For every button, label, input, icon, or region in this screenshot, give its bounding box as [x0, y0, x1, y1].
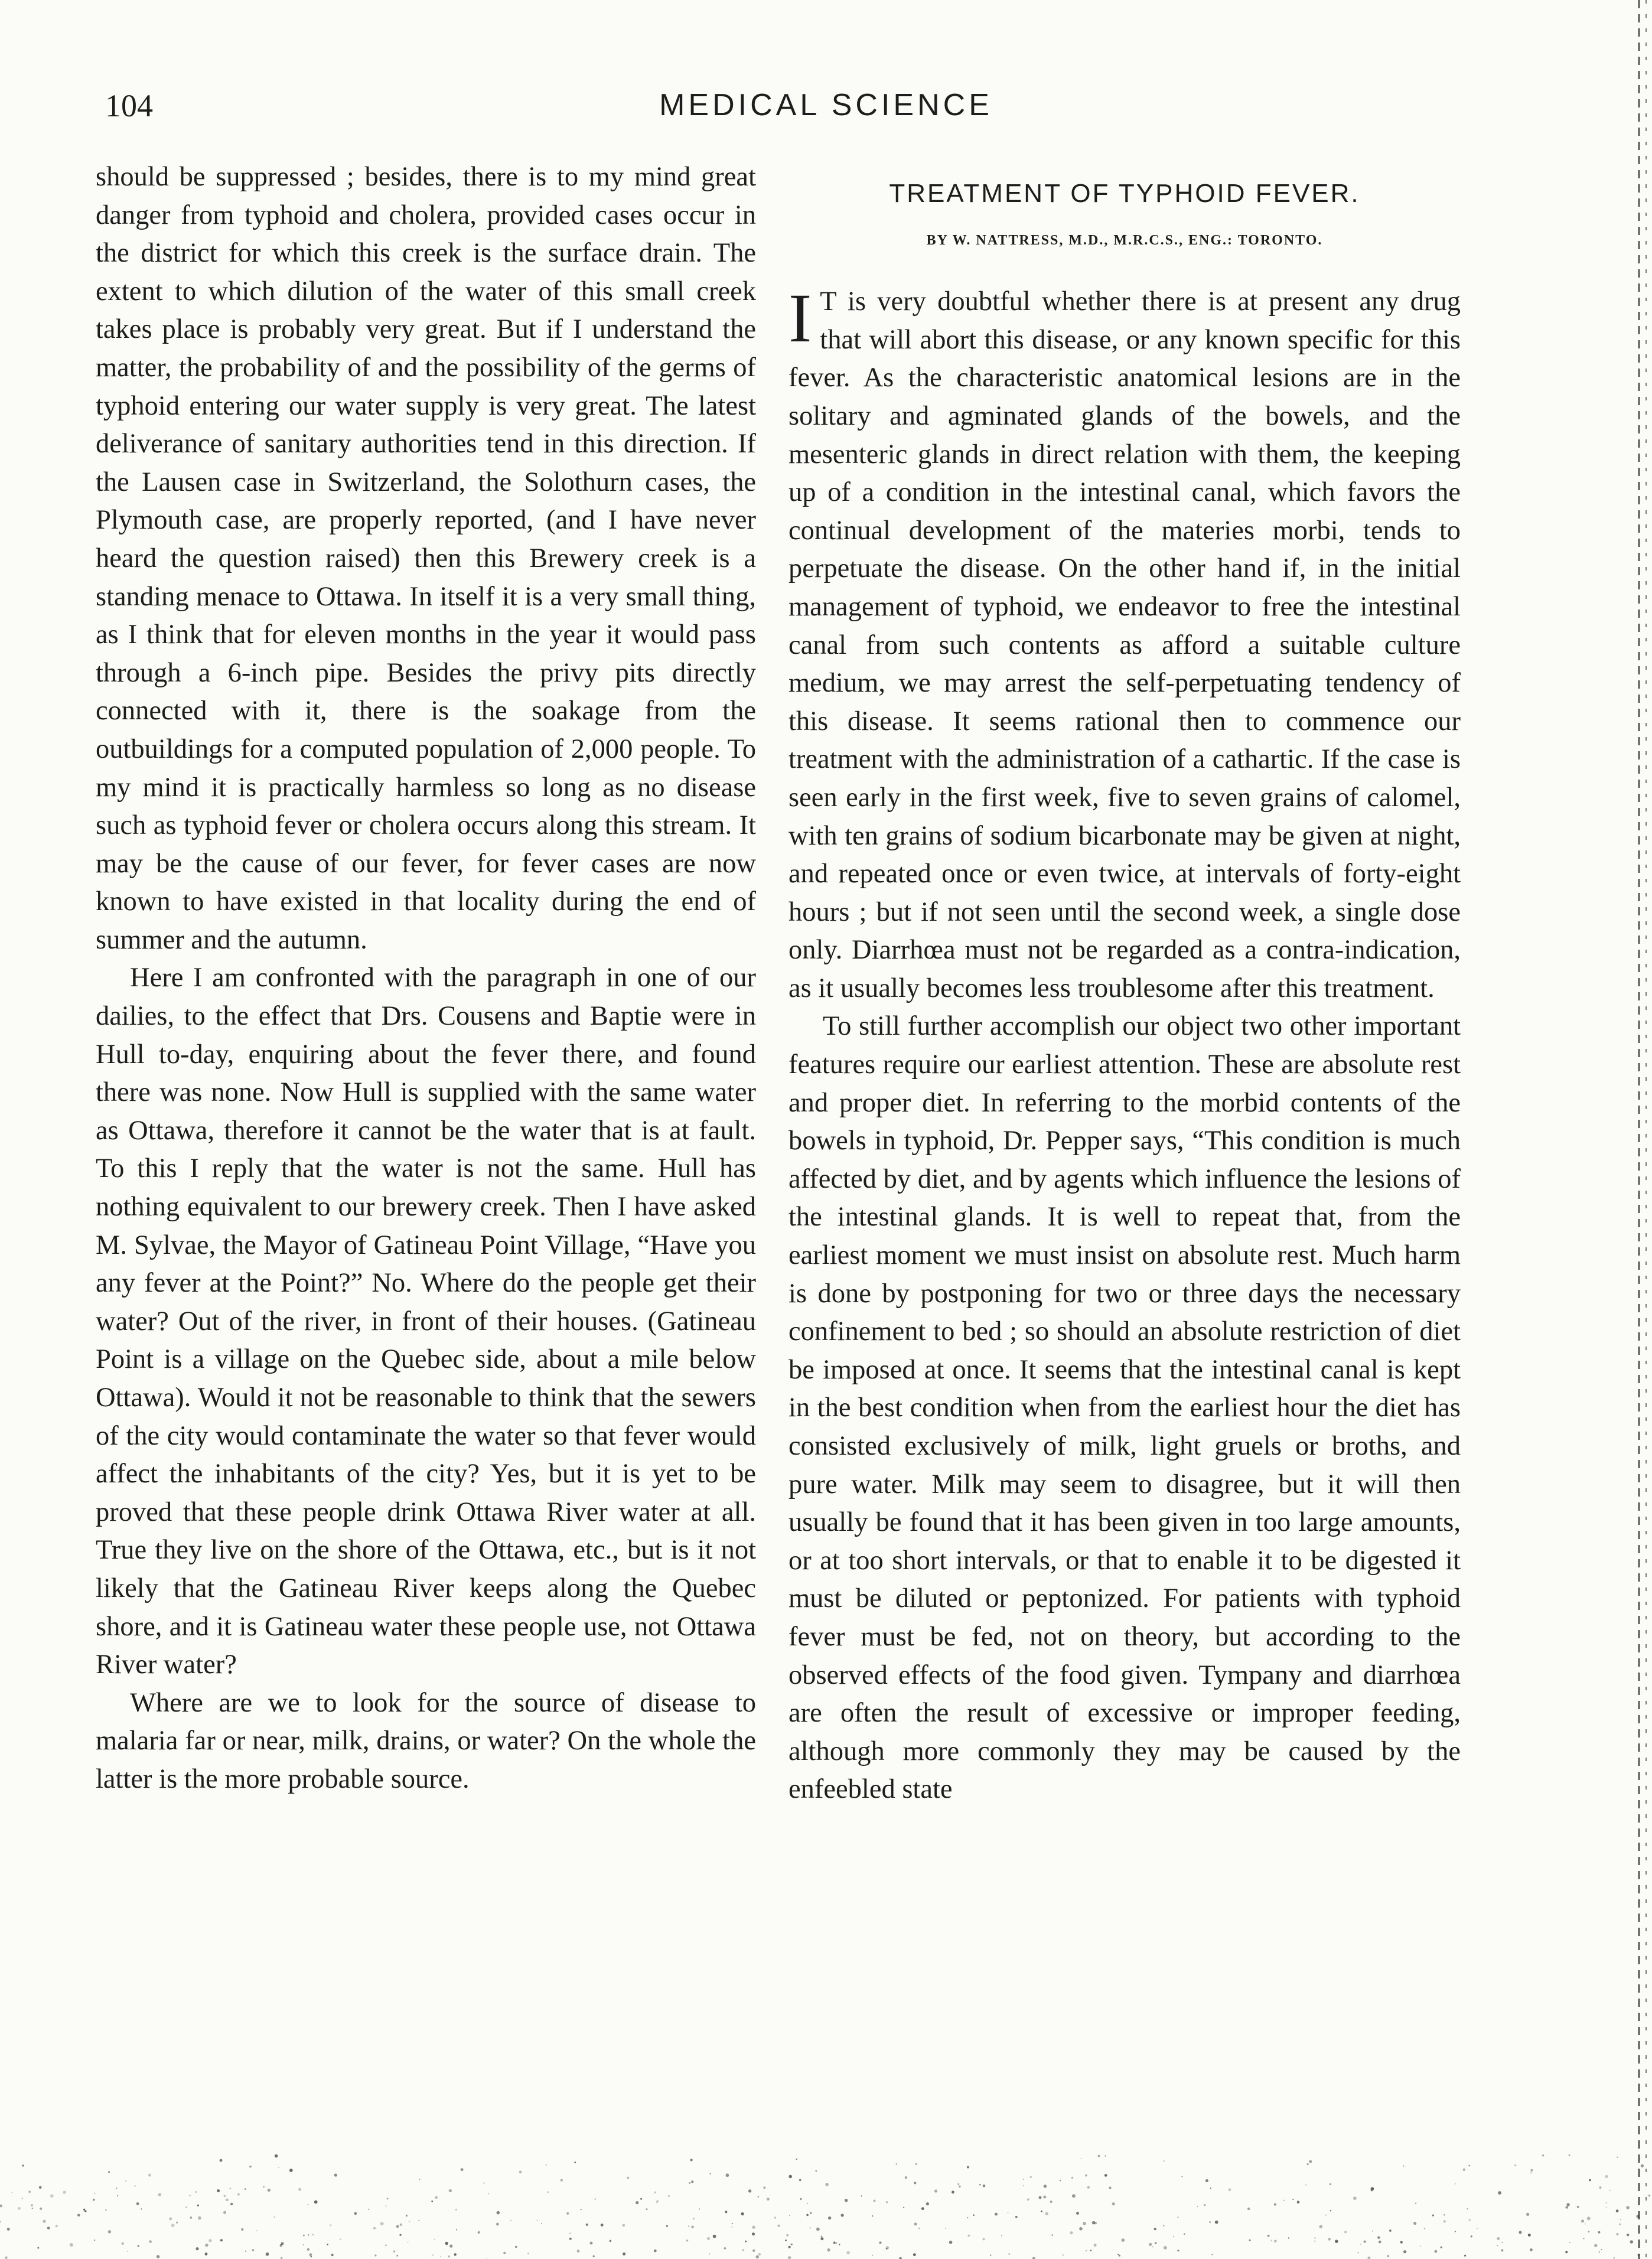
scan-noise-speckle — [0, 2117, 1652, 2259]
paragraph: To still further accomplish our object two other important features require our earliest attention. These are absolute rest and proper diet. In referring to the morbid contents of the bowels in typhoid, Dr. Pepper says, “This condition is much affected by diet, and by agents which influence the lesions of the intestinal glands. It is well to repeat that, from the earliest moment we must insist on absolute rest. Much harm is done by postponing for two or three days the necessary confinement to bed ; so should an absolute restriction of diet be imposed at once. It seems that the intestinal canal is kept in the best condition when from the earliest hour the diet has consisted exclusively of milk, light gruels or broths, and pure water. Milk may seem to disagree, but it will then usually be found that it has been given in too large amounts, or at too short intervals, or that to enable it to be digested it must be diluted or peptonized. For patients with typhoid fever must be fed, not on theory, but according to the observed effects of the food given. Tympany and diarrhœa are often the result of excessive or improper feeding, although more commonly they may be caused by the enfeebled state — [788, 1011, 1461, 1805]
page-number: 104 — [105, 88, 153, 123]
article-byline: BY W. NATTRESS, M.D., M.R.C.S., ENG.: TORONTO. — [926, 232, 1323, 248]
scan-edge-shadow — [1605, 0, 1652, 2259]
article-title: TREATMENT OF TYPHOID FEVER. — [889, 179, 1360, 208]
paragraph: should be suppressed ; besides, there is to my mind great danger from typhoid and cholera, provided cases occur in the district for which this creek is the surface drain. The extent to which dilution of the water of this small creek takes place is probably very great. But if I understand the matter, the probability of and the possibility of the germs of typhoid entering our water supply is very great. The latest deliverance of sanitary authorities tend in this direction. If the Lausen case in Switzerland, the Solothurn cases, the Plymouth case, are properly reported, (and I have never heard the question raised) then this Brewery creek is a standing menace to Ottawa. In itself it is a very small thing, as I think that for eleven months in the year it would pass through a 6-inch pipe. Besides the privy pits directly connected with it, there is the soakage from the outbuildings for a computed population of 2,000 people. To my mind it is practically harmless so long as no disease such as typhoid fever or cholera occurs along this stream. It may be the cause of our fever, for fever cases are now known to have existed in that locality during the end of summer and the autumn. — [96, 162, 756, 955]
left-column — [96, 158, 756, 1799]
paragraph: Where are we to look for the source of disease to malaria far or near, milk, drains, or water? On the whole the latter is the more probable source. — [96, 1687, 756, 1794]
drop-cap: I — [788, 279, 812, 357]
running-title: MEDICAL SCIENCE — [659, 88, 993, 122]
paragraph: Here I am confronted with the paragraph in one of our dailies, to the effect that Drs. Cousens and Baptie were in Hull to-day, enquiring about the fever there, and found there was none. Now Hull is supplied with the same water as Ottawa, therefore it cannot be the water that is at fault. To this I reply that the water is not the same. Hull has nothing equivalent to our brewery creek. Then I have asked M. Sylvae, the Mayor of Gatineau Point Village, “Have you any fever at the Point?” No. Where do the people get their water? Out of the river, in front of their houses. (Gatineau Point is a village on the Quebec side, about a mile below Ottawa). Would it not be reasonable to think that the sewers of the city would contaminate the water so that fever would affect the inhabitants of the city? Yes, but it is yet to be proved that these people drink Ottawa River water at all. True they live on the shore of the Ottawa, etc., but is it not likely that the Gatineau River keeps along the Quebec shore, and it is Gatineau water these people use, not Ottawa River water? — [96, 963, 756, 1680]
paragraph-text: T is very doubtful whether there is at present any drug that will abort this disease, or any known specific for this fever. As the characteristic anatomical lesions are in the solitary and agminated glands of the bowels, and the mesenteric glands in direct relation with them, the keeping up of a condition in the intestinal canal, which favors the continual development of the materies morbi, tends to perpetuate the disease. On the other hand if, in the initial management of typhoid, we endeavor to free the intestinal canal from such contents as afford a suitable culture medium, we may arrest the self-perpetuating tendency of this disease. It seems rational then to commence our treatment with the administration of a cathartic. If the case is seen early in the first week, five to seven grains of calomel, with ten grains of sodium bicarbonate may be given at night, and repeated once or even twice, at intervals of forty-eight hours ; but if not seen until the second week, a single dose only. Diarrhœa must not be regarded as a contra-indication, as it usually becomes less troublesome after this treatment. — [788, 286, 1461, 1003]
paragraph — [788, 279, 1461, 1008]
right-column — [788, 175, 1461, 1809]
